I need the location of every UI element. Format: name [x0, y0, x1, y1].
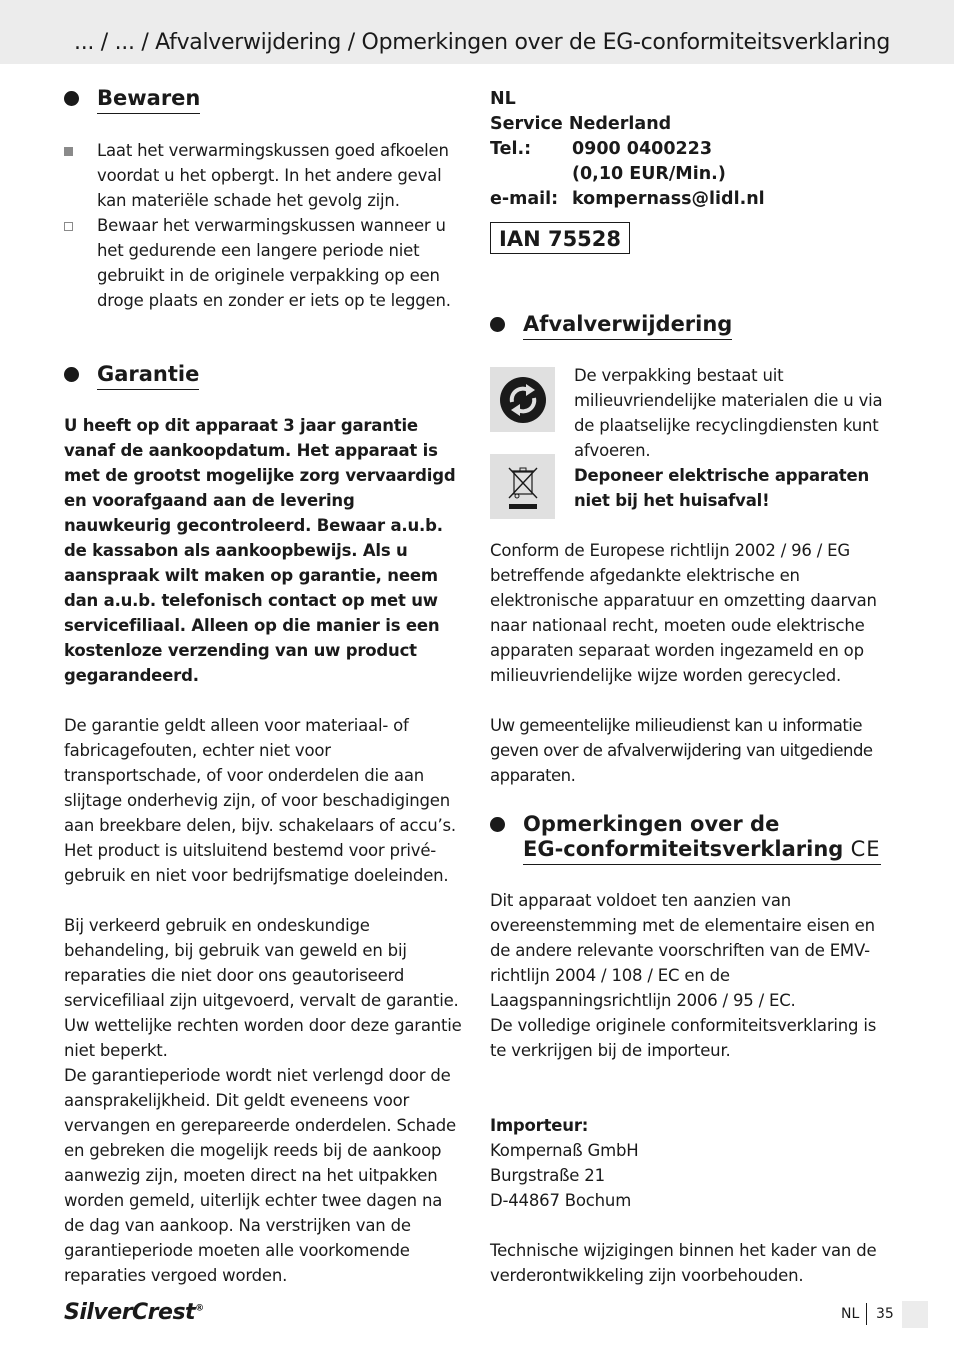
footer-divider [866, 1303, 867, 1325]
heading-afval-text: Afvalverwijdering [523, 312, 733, 336]
garantie-paragraph-3: De garantieperiode wordt niet verlengd door de aansprakelijkheid. Dit geldt eveneens voor vervangen en gerepareerde onderdelen. Schade en gebreken die mogelijk reeds bij de aankoop aanwezig zijn, moeten direct na het uitpakken worden gemeld, uiterlijk echter twee dagen na de dag van aankoop. Na verstrijken van de garantieperiode moeten alle voorkomende reparaties vergoed worden. [64, 1066, 457, 1285]
bullet-dot-icon [64, 91, 79, 106]
eg-paragraph-1: Dit apparaat voldoet ten aanzien van overeenstemming met de elementaire eisen en de andere relevante voorschriften van de EMV-richtlijn 2004 / 108 / EC en de Laagspanningsrichtlijn 2006 / 95 / EC. [490, 891, 875, 1010]
recycle-icon [490, 367, 555, 432]
importer-city: D-44867 Bochum [490, 1191, 632, 1210]
heading-eg-conformiteit [490, 812, 881, 865]
page-header-title: ... / ... / Afvalverwijdering / Opmerkingen over de EG-conformiteitsverklaring [74, 30, 890, 55]
contact-email-value: kompernass@lidl.nl [572, 189, 765, 209]
heading-eg-line-2: EG-conformiteitsverklaring [523, 837, 844, 861]
list-item [64, 213, 467, 313]
list-item-text: Bewaar het verwarmingskussen wanneer u het gedurende een langere periode niet gebruikt in de originele verpakking op een droge plaats en zonder er iets op te leggen. [97, 216, 451, 310]
heading-bewaren [64, 86, 200, 114]
outline-square-bullet-icon [64, 222, 73, 231]
importer-label: Importeur: [490, 1116, 589, 1135]
eg-paragraph-2: De volledige originele conformiteitsverklaring is te verkrijgen bij de importeur. [490, 1016, 877, 1060]
heading-eg-line-1: Opmerkingen over de [523, 812, 780, 836]
service-contact [490, 87, 765, 212]
list-item [64, 138, 467, 213]
technical-changes-note: Technische wijzigingen binnen het kader van de verderontwikkeling zijn voorbehouden. [490, 1241, 877, 1285]
footer-language: NL [841, 1306, 860, 1322]
ce-mark: CE [850, 837, 881, 861]
afval-paragraph-1: Conform de Europese richtlijn 2002 / 96 / EG betreffende afgedankte elektrische en elektronische apparatuur en omzetting daarvan naar nationaal recht, moeten oude elektrische apparaten separaat worden ingezameld en op milieuvriendelijke wijze worden gerecycled. [490, 541, 877, 685]
list-item-text: Laat het verwarmingskussen goed afkoelen voordat u het opbergt. In het andere geval kan materiële schade het gevolg zijn. [97, 141, 449, 210]
ian-box: IAN 75528 [490, 222, 630, 254]
importer-street: Burgstraße 21 [490, 1166, 605, 1185]
heading-bewaren-text: Bewaren [97, 86, 201, 110]
weee-warning-text: Deponeer elektrische apparaten niet bij het huisafval! [574, 466, 870, 510]
contact-tel-label: Tel.: [490, 139, 532, 159]
afval-paragraph-2: Uw gemeentelijke milieudienst kan u informatie geven over de afvalverwijdering van uitgediende apparaten. [490, 716, 873, 785]
recycle-text: De verpakking bestaat uit milieuvriendelijke materialen die u via de plaatselijke recyclingdiensten kunt afvoeren. [574, 366, 883, 460]
bullet-dot-icon [490, 317, 505, 332]
page-tab-marker [902, 1301, 928, 1328]
garantie-paragraph-1: De garantie geldt alleen voor materiaal- of fabricagefouten, echter niet voor transportschade, of voor onderdelen die aan slijtage onderhevig zijn, of voor beschadigingen aan breekbare delen, bijv. schakelaars of accu’s. Het product is uitsluitend bestemd voor privé-gebruik en niet voor bedrijfsmatige doeleinden. [64, 716, 456, 885]
brand-mark: ® [195, 1303, 204, 1314]
contact-email-label: e-mail: [490, 189, 559, 209]
bullet-dot-icon [64, 367, 79, 382]
heading-afvalverwijdering [490, 312, 732, 340]
crossed-bin-icon [490, 454, 555, 519]
contact-service: Service Nederland [490, 114, 672, 134]
contact-tel-rate: (0,10 EUR/Min.) [572, 164, 726, 184]
importer-name: Kompernaß GmbH [490, 1141, 639, 1160]
heading-garantie-text: Garantie [97, 362, 200, 386]
silvercrest-logo [64, 1300, 204, 1325]
filled-square-bullet-icon [64, 147, 73, 156]
garantie-bold-paragraph: U heeft op dit apparaat 3 jaar garantie vanaf de aankoopdatum. Het apparaat is met de grootst mogelijke zorg vervaardigd en voorafgaand aan de levering nauwkeurig gecontroleerd. Bewaar a.u.b. de kassabon als aankoopbewijs. Als u aanspraak wilt maken op garantie, neem dan a.u.b. telefonisch contact op met uw servicefiliaal. Alleen op die manier is een kostenloze verzending van uw product gegarandeerd. [64, 416, 456, 685]
bullet-dot-icon [490, 817, 505, 832]
heading-garantie [64, 362, 199, 390]
brand-name: SilverCrest [64, 1300, 196, 1325]
garantie-paragraph-2: Bij verkeerd gebruik en ondeskundige behandeling, bij gebruik van geweld en bij reparaties die niet door ons geautoriseerd servicefiliaal zijn uitgevoerd, vervalt de garantie. Uw wettelijke rechten worden door deze garantie niet beperkt. [64, 916, 462, 1060]
page-number: 35 [876, 1306, 894, 1322]
contact-tel-value: 0900 0400223 [572, 139, 713, 159]
contact-country: NL [490, 89, 516, 109]
